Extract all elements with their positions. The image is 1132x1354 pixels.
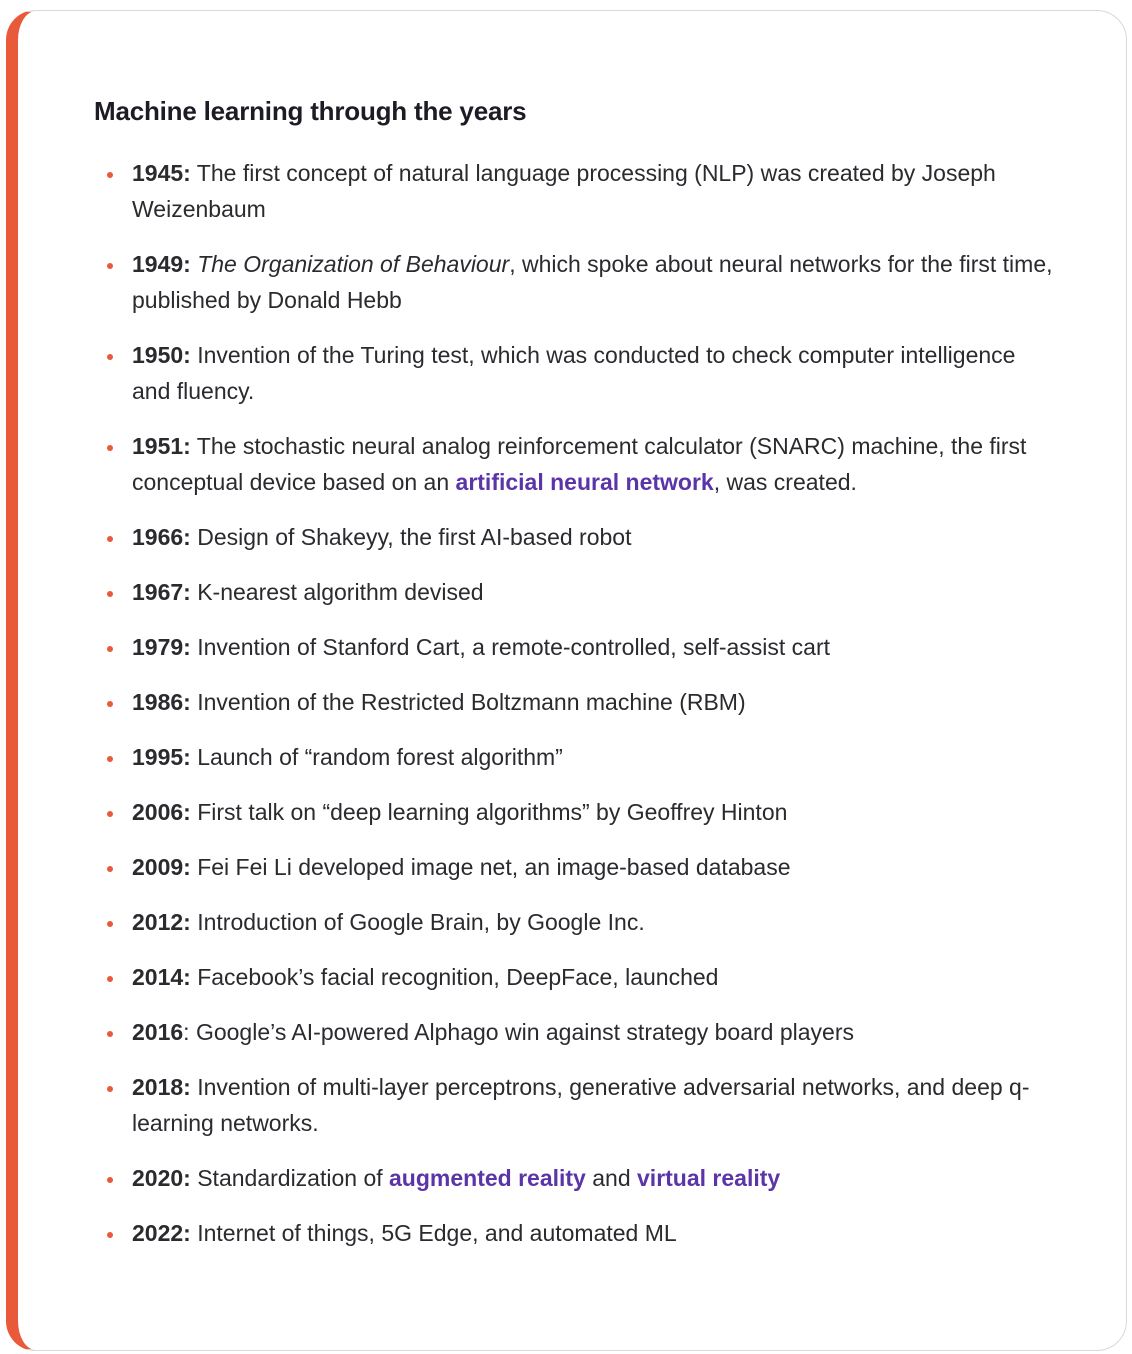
year-label: 1945: (132, 160, 191, 186)
bullet-icon (107, 811, 113, 817)
list-item-1945 (94, 155, 1054, 227)
bullet-icon (107, 1177, 113, 1183)
bullet-icon (107, 1031, 113, 1037)
list-item-1951 (94, 428, 1054, 500)
list-item-1967 (94, 574, 1054, 610)
list-item-1950 (94, 337, 1054, 409)
list-item-2020 (94, 1160, 1054, 1196)
year-label: 1949: (132, 251, 191, 277)
book-title: The Organization of Behaviour (197, 251, 510, 277)
bullet-icon (107, 591, 113, 597)
bullet-icon (107, 756, 113, 762)
item-text: Invention of Stanford Cart, a remote-controlled, self-assist cart (190, 634, 830, 660)
list-item-2012 (94, 904, 1054, 940)
year-label: 2006: (132, 799, 191, 825)
year-label: 2022: (132, 1220, 191, 1246)
year-label: 1986: (132, 689, 191, 715)
bullet-icon (107, 701, 113, 707)
bullet-icon (107, 866, 113, 872)
list-item-1949 (94, 246, 1054, 318)
item-text: Standardization of (190, 1165, 390, 1191)
card-content (94, 91, 1054, 1270)
list-item-2016 (94, 1014, 1054, 1050)
item-text: K-nearest algorithm devised (190, 579, 484, 605)
section-heading: Machine learning through the years (94, 96, 527, 126)
item-text: , which spoke about neural networks for the first time, published by Donald Hebb (132, 251, 1053, 313)
list-item-2006 (94, 794, 1054, 830)
list-item-1986 (94, 684, 1054, 720)
timeline-list (94, 155, 1054, 1251)
virtual-reality-link[interactable]: virtual reality (637, 1165, 781, 1191)
year-label: 1979: (132, 634, 191, 660)
item-text: Design of Shakeyy, the first AI-based robot (190, 524, 632, 550)
item-text: : Google’s AI-powered Alphago win against strategy board players (183, 1019, 854, 1045)
augmented-reality-link[interactable]: augmented reality (389, 1165, 586, 1191)
bullet-icon (107, 354, 113, 360)
bullet-icon (107, 1232, 113, 1238)
year-label: 2016 (132, 1019, 184, 1045)
artificial-neural-network-link[interactable]: artificial neural network (455, 469, 714, 495)
item-text: Fei Fei Li developed image net, an image-based database (190, 854, 791, 880)
item-text-middle: and (585, 1165, 638, 1191)
item-text: Invention of the Turing test, which was conducted to check computer intelligence and fluency. (132, 342, 1016, 404)
year-label: 2014: (132, 964, 191, 990)
bullet-icon (107, 646, 113, 652)
item-text: Invention of multi-layer perceptrons, generative adversarial networks, and deep q-learning networks. (132, 1074, 1030, 1136)
year-label: 1995: (132, 744, 191, 770)
timeline-card (6, 10, 1127, 1351)
year-label: 2020: (132, 1165, 191, 1191)
bullet-icon (107, 976, 113, 982)
item-text: Launch of “random forest algorithm” (190, 744, 563, 770)
list-item-2014 (94, 959, 1054, 995)
year-label: 2018: (132, 1074, 191, 1100)
bullet-icon (107, 445, 113, 451)
year-label: 2009: (132, 854, 191, 880)
item-text: Introduction of Google Brain, by Google Inc. (190, 909, 645, 935)
year-label: 1951: (132, 433, 191, 459)
list-item-2018 (94, 1069, 1054, 1141)
list-item-1995 (94, 739, 1054, 775)
item-text: Internet of things, 5G Edge, and automated ML (190, 1220, 677, 1246)
item-text-after: , was created. (713, 469, 857, 495)
list-item-1979 (94, 629, 1054, 665)
item-text: The stochastic neural analog reinforcement calculator (SNARC) machine, the first conceptual device based on an (132, 433, 1027, 495)
item-text: Facebook’s facial recognition, DeepFace, launched (190, 964, 719, 990)
bullet-icon (107, 1086, 113, 1092)
year-label: 1950: (132, 342, 191, 368)
item-text: First talk on “deep learning algorithms” by Geoffrey Hinton (190, 799, 788, 825)
item-text: The first concept of natural language processing (NLP) was created by Joseph Weizenbaum (132, 160, 996, 222)
list-item-2022 (94, 1215, 1054, 1251)
year-label: 1966: (132, 524, 191, 550)
list-item-2009 (94, 849, 1054, 885)
bullet-icon (107, 263, 113, 269)
bullet-icon (107, 921, 113, 927)
bullet-icon (107, 536, 113, 542)
item-text: Invention of the Restricted Boltzmann machine (RBM) (190, 689, 746, 715)
list-item-1966 (94, 519, 1054, 555)
bullet-icon (107, 172, 113, 178)
year-label: 2012: (132, 909, 191, 935)
year-label: 1967: (132, 579, 191, 605)
